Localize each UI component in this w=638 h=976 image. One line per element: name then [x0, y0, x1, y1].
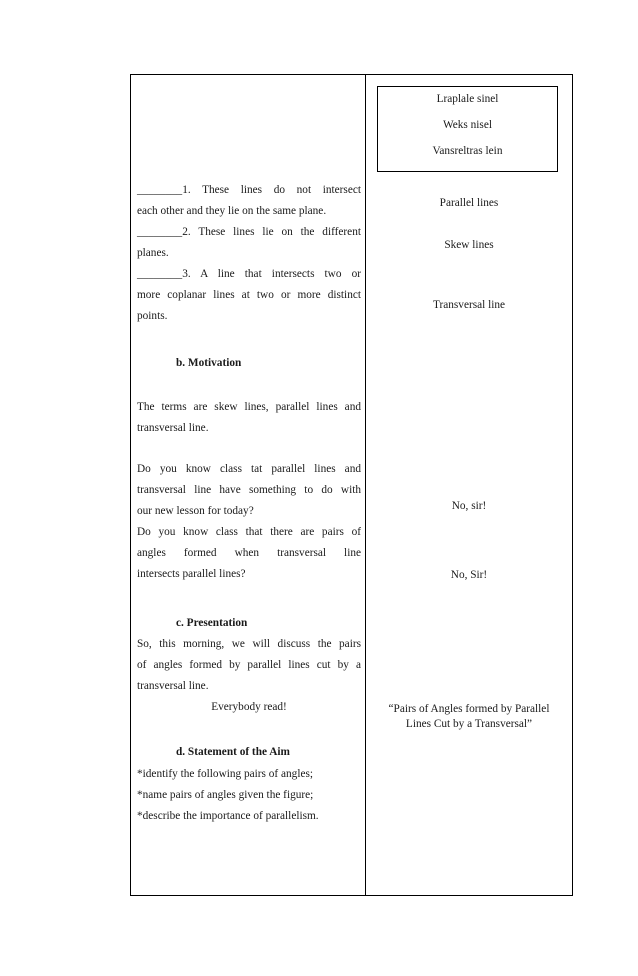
- scrambled-word: Weks nisel: [443, 119, 492, 131]
- scrambled-word: Lraplale sinel: [436, 93, 499, 105]
- presentation-heading: c. Presentation: [176, 617, 248, 629]
- text-line: transversal line.: [137, 422, 209, 434]
- review-questions: [137, 180, 361, 327]
- motivation-heading: b. Motivation: [176, 357, 242, 369]
- text-line: So, this morning, we will discuss the pairs: [137, 638, 361, 650]
- text-line: our new lesson for today?: [137, 505, 254, 517]
- answer-transversal: Transversal line: [432, 299, 506, 311]
- text-line: The terms are skew lines, parallel lines and: [137, 401, 361, 413]
- scrambled-words-box: [377, 86, 558, 172]
- aim-heading: d. Statement of the Aim: [176, 746, 290, 758]
- question-line: planes.: [137, 247, 169, 259]
- instruction-line: Everybody read!: [211, 701, 287, 713]
- aim-item: *describe the importance of parallelism.: [137, 810, 319, 822]
- text-line: transversal line.: [137, 680, 209, 692]
- text-line: transversal line have something to do with: [137, 484, 361, 496]
- student-response: No, Sir!: [450, 569, 488, 581]
- text-line: Do you know class that there are pairs of: [137, 526, 361, 538]
- aim-list: [137, 764, 361, 827]
- question-line: each other and they lie on the same plane.: [137, 205, 327, 217]
- answer-parallel: Parallel lines: [439, 197, 499, 209]
- question-line: ________2. These lines lie on the different: [137, 226, 361, 238]
- text-line: of angles formed by parallel lines cut by a: [137, 659, 361, 671]
- question-line: ________3. A line that intersects two or: [137, 268, 361, 280]
- question-line: points.: [137, 310, 168, 322]
- aim-item: *identify the following pairs of angles;: [137, 768, 314, 780]
- motivation-text: [137, 397, 361, 439]
- question-line: ________1. These lines do not intersect: [137, 184, 361, 196]
- aim-item: *name pairs of angles given the figure;: [137, 789, 314, 801]
- text-line: angles formed when transversal line: [137, 547, 361, 559]
- read-title-line: Lines Cut by a Transversal”: [405, 718, 533, 730]
- read-title: [366, 702, 572, 732]
- answer-skew: Skew lines: [444, 239, 494, 251]
- presentation-text: [137, 634, 361, 718]
- motivation-questions: [137, 459, 361, 585]
- read-title-line: “Pairs of Angles formed by Parallel: [388, 703, 550, 715]
- text-line: intersects parallel lines?: [137, 568, 246, 580]
- question-line: more coplanar lines at two or more distinct: [137, 289, 361, 301]
- scrambled-word: Vansreltras lein: [432, 145, 503, 157]
- student-response: No, sir!: [451, 500, 487, 512]
- text-line: Do you know class tat parallel lines and: [137, 463, 361, 475]
